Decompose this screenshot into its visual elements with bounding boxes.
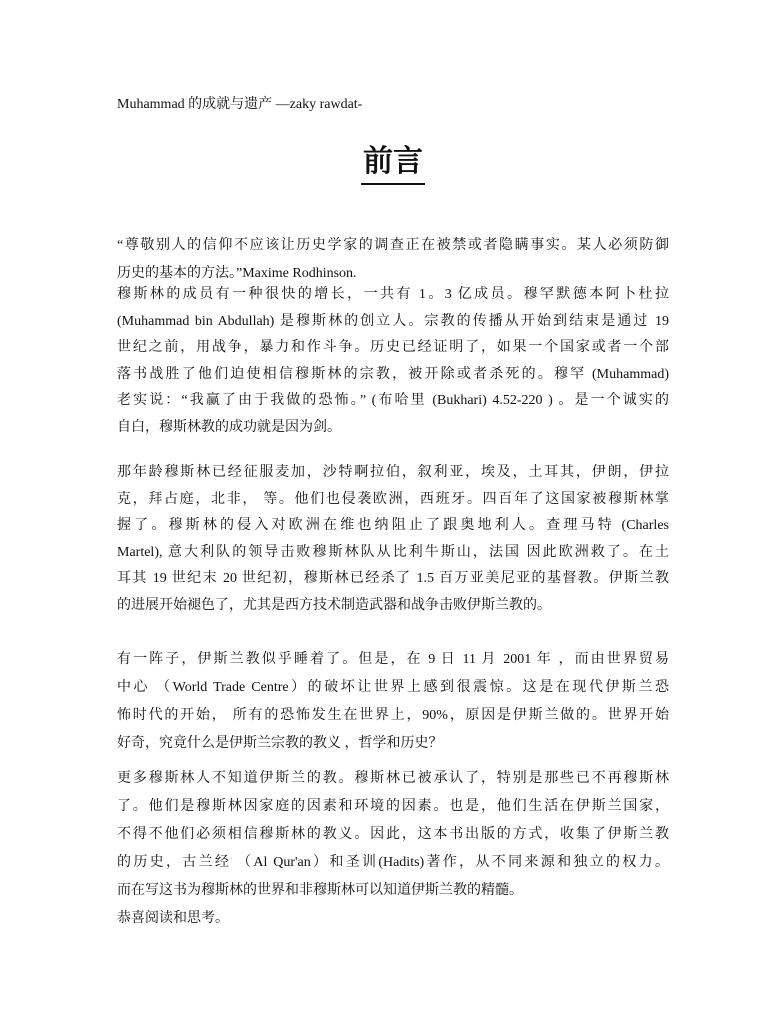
paragraph-line: 的进展开始褪色了，尤其是西方技术制造武器和战争击败伊斯兰教的。 [117, 597, 551, 613]
paragraph-line: 历史的基本的方法。”Maxime Rodhinson. [117, 266, 357, 281]
paragraph-line: 克，拜占庭，北非， 等。他们也侵袭欧洲，西班牙。四百年了这国家被穆斯林掌 [117, 491, 669, 507]
page-title [117, 142, 669, 185]
paragraph-line: 怖时代的开始， 所有的恐怖发生在世界上，90%，原因是伊斯兰做的。世界开始 [117, 708, 669, 723]
paragraph-line: 更多穆斯林人不知道伊斯兰的教。穆斯林已被承认了，特别是那些已不再穆斯林 [117, 771, 669, 786]
paragraph-line: 而在写这书为穆斯林的世界和非穆斯林可以知道伊斯兰教的精髓。 [117, 883, 523, 898]
paragraph-line: 老实说：“我赢了由于我做的恐怖。” (布哈里 (Bukhari) 4.52-220 ) 。是一个诚实的 [117, 393, 669, 409]
paragraph-line: 世纪之前，用战争，暴力和作斗争。历史已经证明了，如果一个国家或者一个部 [117, 340, 669, 356]
document-page [117, 0, 669, 1024]
paragraph-line: 落书战胜了他们迫使相信穆斯林的宗教，被开除或者杀死的。穆罕 (Muhammad) [117, 366, 669, 382]
paragraph-purpose [117, 765, 669, 933]
paragraph-line: (Muhammad bin Abdullah) 是穆斯林的创立人。宗教的传播从开始到结束是通过 19 [117, 313, 669, 329]
paragraph-founding [117, 282, 669, 442]
document-header-line: Muhammad 的成就与遗产 —zaky rawdat- [117, 97, 363, 112]
paragraph-line: 耳其 19 世纪末 20 世纪初，穆斯林已经杀了 1.5 百万亚美尼亚的基督教。伊斯兰教 [117, 571, 669, 587]
paragraph-line: 了。他们是穆斯林因家庭的因素和环境的因素。也是，他们生活在伊斯兰国家， [117, 799, 669, 814]
page-title-text: 前言 [361, 142, 425, 185]
paragraph-quote [117, 232, 669, 288]
paragraph-line: 不得不他们必须相信穆斯林的教义。因此，这本书出版的方式，收集了伊斯兰教 [117, 827, 669, 842]
paragraph-line: Martel), 意大利队的领导击败穆斯林队从比利牛斯山，法国 因此欧洲救了。在土 [117, 544, 669, 560]
paragraph-modern [117, 646, 669, 758]
paragraph-line: 那年龄穆斯林已经征服麦加，沙特啊拉伯，叙利亚，埃及，土耳其，伊朗，伊拉 [117, 465, 669, 480]
paragraph-line: “尊敬别人的信仰不应该让历史学家的调查正在被禁或者隐瞒事实。某人必须防御 [117, 238, 669, 253]
paragraph-line: 握了。穆斯林的侵入对欧洲在维也纳阻止了跟奥地利人。查理马特 (Charles [117, 518, 669, 534]
paragraph-expansion [117, 460, 669, 620]
paragraph-line: 好奇，究竟什么是伊斯兰宗教的教义 ，哲学和历史？ [117, 736, 443, 751]
paragraph-line: 中心 （World Trade Centre）的破坏让世界上感到很震惊。这是在现代伊斯兰恐 [117, 680, 669, 695]
paragraph-line: 有一阵子，伊斯兰教似乎睡着了。但是，在 9 日 11 月 2001 年 ，而由世界贸易 [117, 652, 669, 667]
paragraph-line: 自白，穆斯林教的成功就是因为剑。 [117, 419, 341, 435]
paragraph-line: 的历史，古兰经 （Al Qur'an）和圣训(Hadits)著作，从不同来源和独立的权力。 [117, 855, 669, 870]
paragraph-line: 穆斯林的成员有一种很快的增长，一共有 1。3 亿成员。穆罕默德本阿卜杜拉 [117, 287, 669, 302]
paragraph-line: 恭喜阅读和思考。 [117, 911, 229, 926]
